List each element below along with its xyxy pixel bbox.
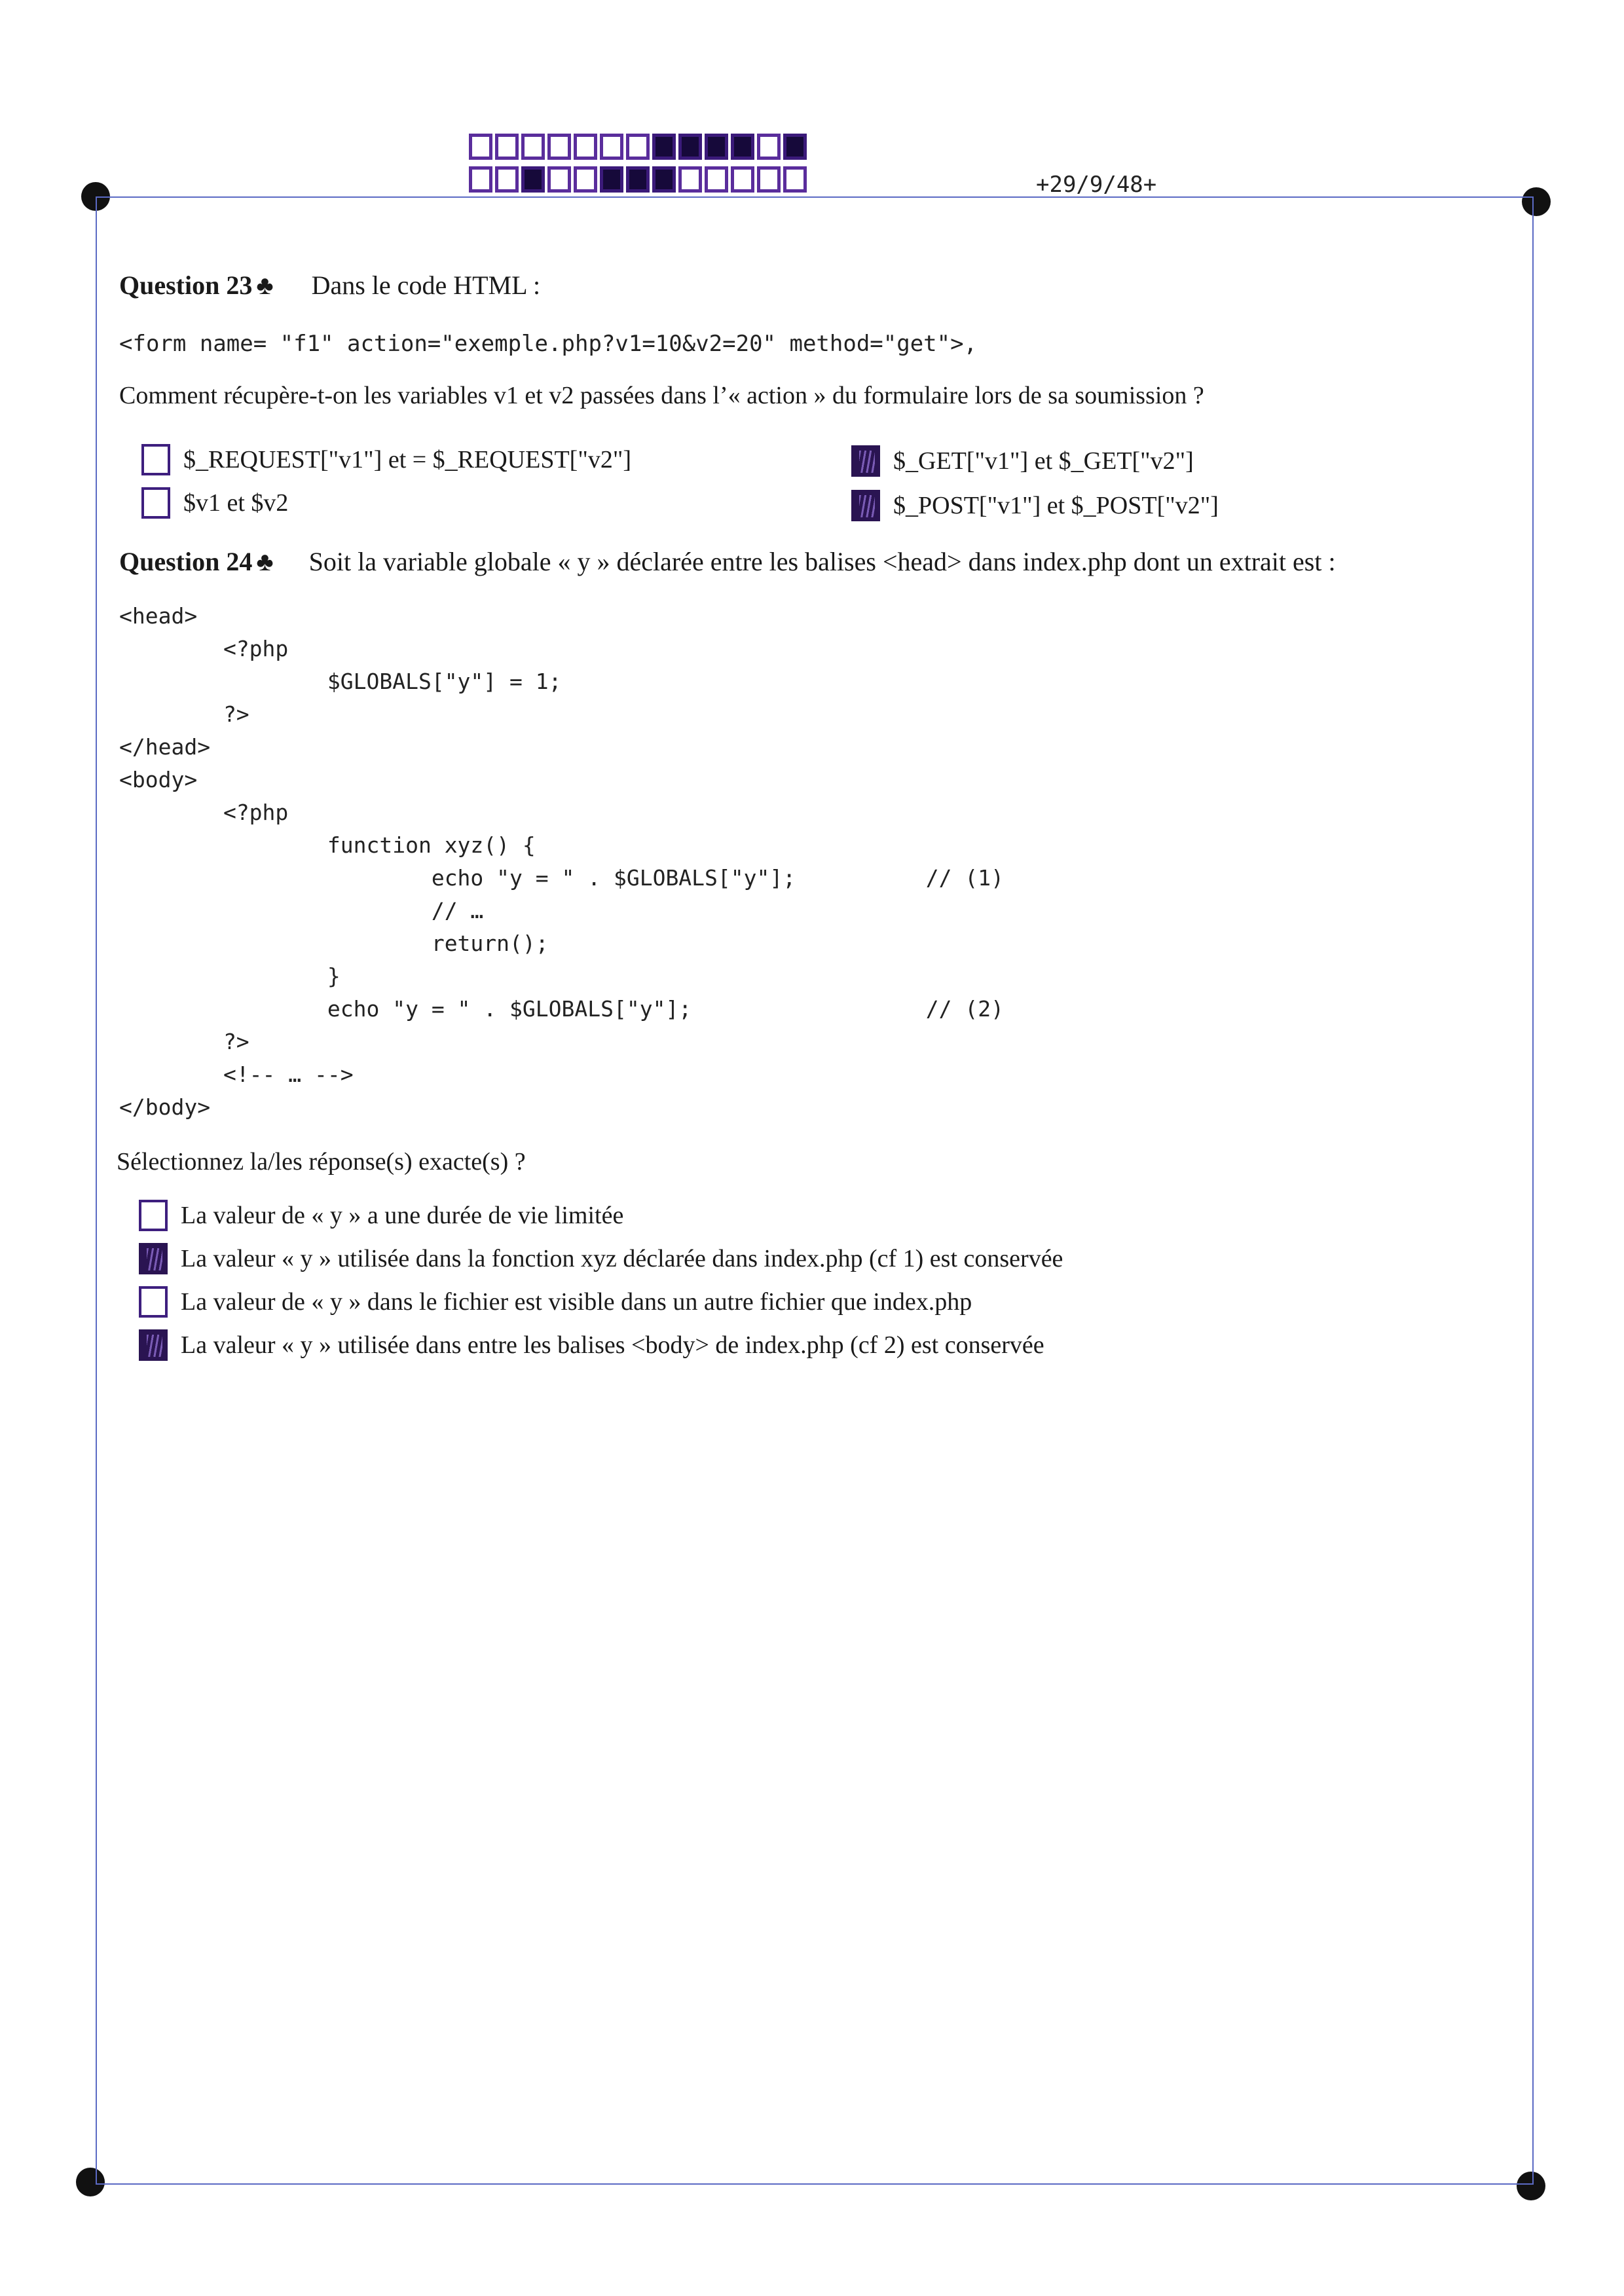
code-line: </body> <box>119 1094 211 1120</box>
checkbox[interactable] <box>139 1200 168 1231</box>
barcode-row-2 <box>469 166 807 193</box>
code-line: <?php <box>119 800 289 825</box>
checkbox[interactable] <box>139 1243 168 1274</box>
barcode-cell <box>574 166 597 193</box>
barcode-cell <box>600 166 623 193</box>
question-24-code <box>119 600 1004 1124</box>
barcode-cell <box>469 166 492 193</box>
barcode-cell <box>547 166 571 193</box>
club-icon: ♣ <box>256 270 274 300</box>
barcode-cell <box>705 166 728 193</box>
page-frame <box>96 196 1534 2185</box>
q23-option-3[interactable] <box>851 445 1194 477</box>
checkbox[interactable] <box>141 444 170 475</box>
barcode-cell <box>495 134 519 160</box>
code-line: } <box>119 963 341 989</box>
checkbox[interactable] <box>851 445 880 477</box>
option-label: La valeur « y » utilisée dans la fonction xyz déclarée dans index.php (cf 1) est conservée <box>181 1245 1063 1272</box>
code-line: return(); <box>119 931 549 956</box>
barcode-cell <box>652 134 676 160</box>
question-23-code: <form name= "f1" action="exemple.php?v1=10&v2=20" method="get">, <box>119 331 978 357</box>
checkbox[interactable] <box>141 487 170 519</box>
barcode-cell <box>731 134 754 160</box>
code-line: echo "y = " . $GLOBALS["y"]; // (1) <box>119 865 1005 891</box>
option-label: $_GET["v1"] et $_GET["v2"] <box>893 447 1194 475</box>
q24-option-3[interactable] <box>139 1286 972 1318</box>
barcode-cell <box>783 134 807 160</box>
barcode-cell <box>574 134 597 160</box>
code-line: ?> <box>119 1029 249 1054</box>
question-23-label: Question 23 <box>119 270 253 300</box>
q23-option-4[interactable] <box>851 490 1219 521</box>
barcode-cell <box>757 166 781 193</box>
q23-option-1[interactable] <box>141 444 631 475</box>
barcode-cell <box>678 166 702 193</box>
question-24-label: Question 24 <box>119 547 253 576</box>
code-line: ?> <box>119 701 249 727</box>
q24-option-2[interactable] <box>139 1243 1063 1274</box>
barcode-cell <box>705 134 728 160</box>
barcode-cell <box>731 166 754 193</box>
question-23-intro: Dans le code HTML : <box>311 270 541 300</box>
checkbox[interactable] <box>139 1329 168 1361</box>
code-line: <body> <box>119 767 198 792</box>
code-line: // … <box>119 898 484 923</box>
q24-option-1[interactable] <box>139 1200 623 1231</box>
page-id: +29/9/48+ <box>1036 172 1157 198</box>
code-line: <!-- … --> <box>119 1062 354 1087</box>
question-23-text: Comment récupère-t-on les variables v1 et v2 passées dans l’« action » du formulaire lors de sa soumission ? <box>119 382 1204 409</box>
question-24-text: Sélectionnez la/les réponse(s) exacte(s) ? <box>117 1148 526 1176</box>
barcode-cell <box>678 134 702 160</box>
code-line: <?php <box>119 636 289 661</box>
code-line: <head> <box>119 603 198 629</box>
checkbox[interactable] <box>851 490 880 521</box>
barcode-cell <box>626 166 650 193</box>
option-label: La valeur de « y » dans le fichier est visible dans un autre fichier que index.php <box>181 1288 972 1316</box>
barcode-cell <box>600 134 623 160</box>
barcode-cell <box>547 134 571 160</box>
barcode-cell <box>626 134 650 160</box>
question-24-intro: Soit la variable globale « y » déclarée entre les balises <head> dans index.php dont un extrait est : <box>308 547 1336 576</box>
barcode-cell <box>521 166 545 193</box>
barcode-cell <box>495 166 519 193</box>
code-line: function xyz() { <box>119 832 536 858</box>
barcode-cell <box>521 134 545 160</box>
code-line: $GLOBALS["y"] = 1; <box>119 669 562 694</box>
option-label: La valeur « y » utilisée dans entre les balises <body> de index.php (cf 2) est conservée <box>181 1331 1044 1359</box>
option-label: La valeur de « y » a une durée de vie limitée <box>181 1202 624 1229</box>
code-line: </head> <box>119 734 211 760</box>
question-23-header <box>119 270 540 301</box>
option-label: $v1 et $v2 <box>183 489 289 517</box>
code-line: echo "y = " . $GLOBALS["y"]; // (2) <box>119 996 1005 1022</box>
q24-option-4[interactable] <box>139 1329 1044 1361</box>
checkbox[interactable] <box>139 1286 168 1318</box>
barcode-row-1 <box>469 134 807 160</box>
question-24-header <box>119 546 1336 577</box>
option-label: $_REQUEST["v1"] et = $_REQUEST["v2"] <box>183 446 632 473</box>
barcode-cell <box>783 166 807 193</box>
option-label: $_POST["v1"] et $_POST["v2"] <box>893 492 1219 519</box>
barcode-cell <box>652 166 676 193</box>
barcode-cell <box>757 134 781 160</box>
club-icon: ♣ <box>256 547 274 576</box>
barcode-cell <box>469 134 492 160</box>
q23-option-2[interactable] <box>141 487 288 519</box>
